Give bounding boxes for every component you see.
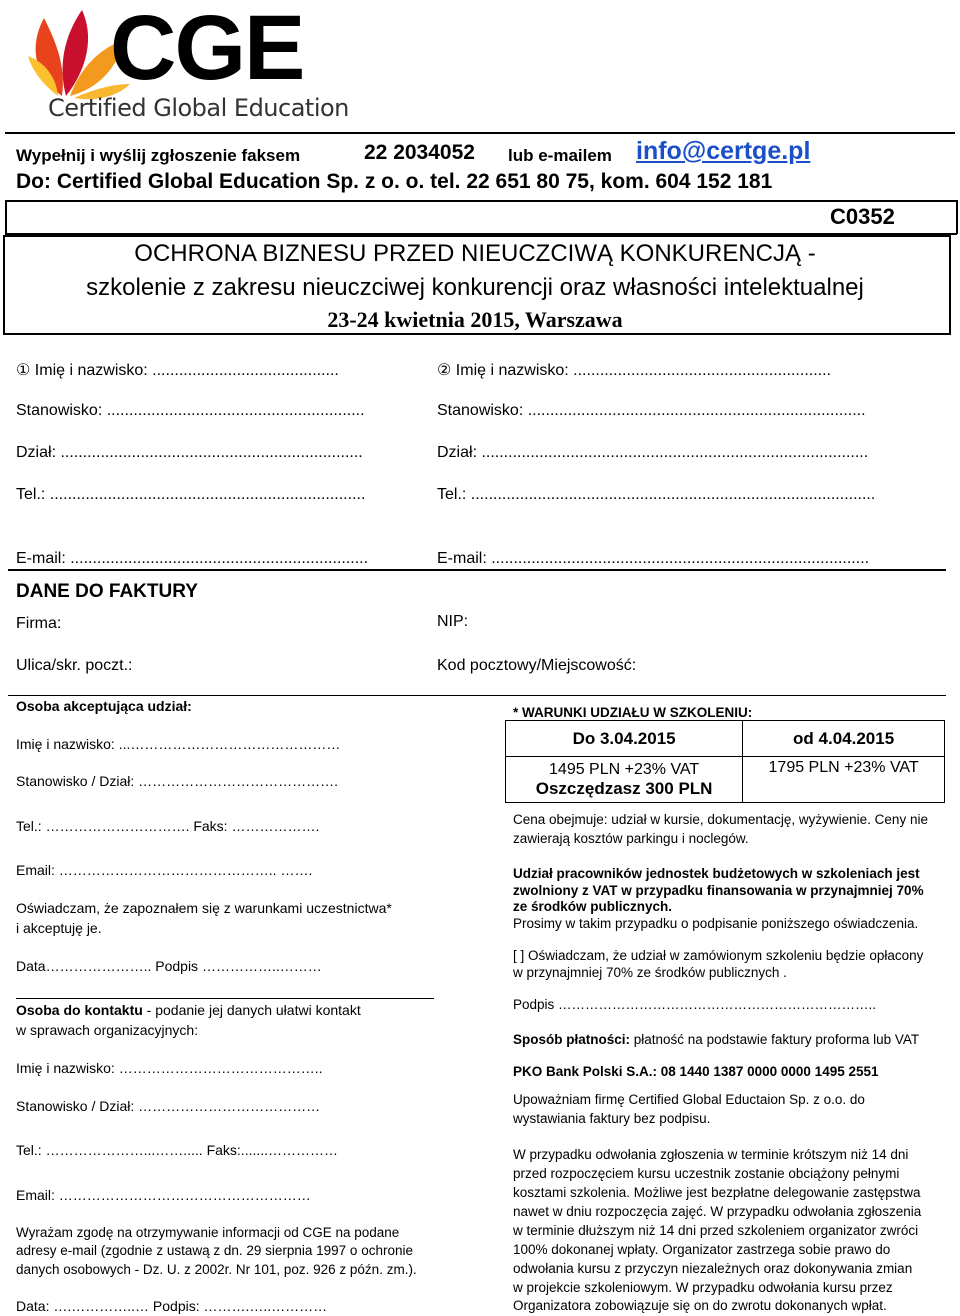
accepting-position-field[interactable]: Stanowisko / Dział: ……………………………………. <box>16 773 339 789</box>
vat-note-2: zwolniony z VAT w przypadku finansowania w przynajmniej 70% <box>513 883 924 898</box>
bank-account: PKO Bank Polski S.A.: 08 1440 1387 0000 0000 1495 2551 <box>513 1064 879 1079</box>
cancel-line-7: odwołania kursu z przyczyn niezależnych oraz dokonywania zmian <box>513 1261 913 1276</box>
contact-name-field[interactable]: Imię i nazwisko: …………………………………….. <box>16 1060 323 1076</box>
statement-signature[interactable]: Podpis …………………………………………………………….. <box>513 997 877 1012</box>
payment-label: Sposób płatności: <box>513 1032 631 1047</box>
vat-request: Prosimy w takim przypadku o podpisanie poniższego oświadczenia. <box>513 916 919 931</box>
recipient-line: Do: Certified Global Education Sp. z o. o. tel. 22 651 80 75, kom. 604 152 181 <box>16 170 773 193</box>
p2-department-field[interactable]: Dział: ....................................................................................... <box>437 444 869 461</box>
cancel-line-4: nawet w dniu rozpoczęcia zajęć. W przypadku odwołania zgłoszenia <box>513 1204 922 1219</box>
accepting-email-field[interactable]: Email: ……………………………………….. ……. <box>16 862 313 878</box>
price-note-1: Cena obejmuje: udział w kursie, dokumentację, wyżywienie. Ceny nie <box>513 812 928 827</box>
contact-phone-field[interactable]: Tel.: …………………...……..... Faks:.......…………… <box>16 1142 339 1158</box>
contact-email-field[interactable]: Email: ……………………………………………… <box>16 1187 311 1203</box>
conditions-heading: * WARUNKI UDZIAŁU W SZKOLENIU: <box>513 705 753 720</box>
authorize-line-2: wystawiania faktury bez podpisu. <box>513 1111 711 1126</box>
accepting-declaration: Oświadczam, że zapoznałem się z warunkami uczestnictwa* <box>16 900 392 916</box>
invoice-street-field[interactable]: Ulica/skr. poczt.: <box>16 657 133 674</box>
contact-position-field[interactable]: Stanowisko / Dział: ………………………………… <box>16 1098 321 1114</box>
p2-position-field[interactable]: Stanowisko: ............................................................................ <box>437 402 866 419</box>
cancel-line-5: w terminie dłuższym niż 14 dni przed szkoleniem organizator zwróci <box>513 1223 919 1238</box>
p2-phone-field[interactable]: Tel.: ........................................................................................... <box>437 486 876 503</box>
price-col1-savings: Oszczędzasz 300 PLN <box>535 778 713 798</box>
p2-name-field[interactable]: ② Imię i nazwisko: .......................................................... <box>437 362 831 379</box>
contact-heading-rest: - podanie jej danych ułatwi kontakt <box>142 1002 361 1018</box>
vat-note-3: ze środków publicznych. <box>513 899 673 914</box>
vat-note-1: Udział pracowników jednostek budżetowych w szkoleniach jest <box>513 866 920 881</box>
price-col1-cell <box>506 757 743 803</box>
price-note-2: zawierają kosztów parkingu i noclegów. <box>513 831 749 846</box>
price-col1-header: Do 3.04.2015 <box>506 721 743 757</box>
contact-date-sign[interactable]: Data: ….…………..… Podpis: ……….…..………… <box>16 1298 328 1314</box>
public-funds-statement[interactable]: [ ] Oświadczam, że udział w zamówionym szkoleniu będzie opłacony <box>513 948 924 963</box>
accepting-heading: Osoba akceptująca udział: <box>16 698 192 714</box>
price-col2-header: od 4.04.2015 <box>743 721 945 757</box>
or-email-text: lub e-mailem <box>508 146 612 165</box>
payment-method <box>513 1032 919 1047</box>
logo-brand: CGE <box>110 0 304 99</box>
accepting-phone-field[interactable]: Tel.: …………………………. Faks: ………………. <box>16 818 320 834</box>
p1-phone-field[interactable]: Tel.: ....................................................................... <box>16 486 366 503</box>
logo-tagline: Certified Global Education <box>48 94 349 122</box>
contact-heading <box>16 1002 361 1018</box>
fax-instruction: Wypełnij i wyślij zgłoszenie faksem <box>16 146 301 165</box>
public-funds-statement-2: w przynajmniej 70% ze środków publicznych . <box>513 965 787 980</box>
invoice-heading: DANE DO FAKTURY <box>16 581 198 602</box>
cancel-line-1: W przypadku odwołania zgłoszenia w terminie krótszym niż 14 dni <box>513 1147 909 1162</box>
email-link[interactable]: info@certge.pl <box>636 137 811 165</box>
accepting-name-field[interactable]: Imię i nazwisko: ...……………………………………… <box>16 736 341 752</box>
fax-number: 22 2034052 <box>364 141 475 164</box>
price-table <box>505 720 945 803</box>
authorize-line-1: Upoważniam firmę Certified Global Eductaion Sp. z o.o. do <box>513 1092 865 1107</box>
contact-heading-bold: Osoba do kontaktu <box>16 1002 143 1018</box>
cancel-line-3: kosztami szkolenia. Możliwe jest bezpłatne delegowanie zastępstwa <box>513 1185 921 1200</box>
invoice-company-field[interactable]: Firma: <box>16 615 62 632</box>
cancel-line-9: Organizatora zobowiązuje się on do zwrotu dokonanych wpłat. <box>513 1298 887 1313</box>
accepting-date-sign[interactable]: Data………………….. Podpis ……………..……… <box>16 958 322 974</box>
invoice-postal-field[interactable]: Kod pocztowy/Miejscowość: <box>437 657 637 674</box>
payment-text: płatność na podstawie faktury proforma lub VAT <box>630 1032 920 1047</box>
cancel-line-6: 100% dokonanej wpłaty. Organizator zastrzega sobie prawo do <box>513 1242 891 1257</box>
consent-line-1: Wyrażam zgodę na otrzymywanie informacji od CGE na podane <box>16 1225 400 1240</box>
consent-line-3: danych osobowych - Dz. U. z 2002r. Nr 101, poz. 926 z późn. zm.). <box>16 1262 417 1277</box>
p1-name-field[interactable]: ① Imię i nazwisko: .......................................... <box>16 362 339 379</box>
price-col1-amount: 1495 PLN +23% VAT <box>549 760 700 778</box>
p1-department-field[interactable]: Dział: .................................................................... <box>16 444 363 461</box>
course-code: C0352 <box>830 204 895 229</box>
course-date-location: 23-24 kwietnia 2015, Warszawa <box>327 307 623 332</box>
p1-position-field[interactable]: Stanowisko: .......................................................... <box>16 402 365 419</box>
price-col2-amount: 1795 PLN +23% VAT <box>743 757 945 803</box>
invoice-nip-field[interactable]: NIP: <box>437 613 469 630</box>
cancel-line-8: w projekcie szkoleniowym. W przypadku odwołania kursu przez <box>513 1280 893 1295</box>
contact-heading-2: w sprawach organizacyjnych: <box>16 1022 199 1038</box>
cancel-line-2: przed rozpoczęciem kursu uczestnik zostanie obciążony pełnymi <box>513 1166 900 1181</box>
p2-email-field[interactable]: E-mail: ..................................................................................... <box>437 550 870 567</box>
course-subtitle: szkolenie z zakresu nieuczciwej konkurencji oraz własności intelektualnej <box>86 274 864 301</box>
course-title: OCHRONA BIZNESU PRZED NIEUCZCIWĄ KONKURENCJĄ - <box>134 240 816 267</box>
p1-email-field[interactable]: E-mail: ................................................................... <box>16 550 369 567</box>
accepting-declaration-2: i akceptuję je. <box>16 920 102 936</box>
consent-line-2: adresy e-mail (zgodnie z ustawą z dn. 29 sierpnia 1997 o ochronie <box>16 1243 413 1258</box>
